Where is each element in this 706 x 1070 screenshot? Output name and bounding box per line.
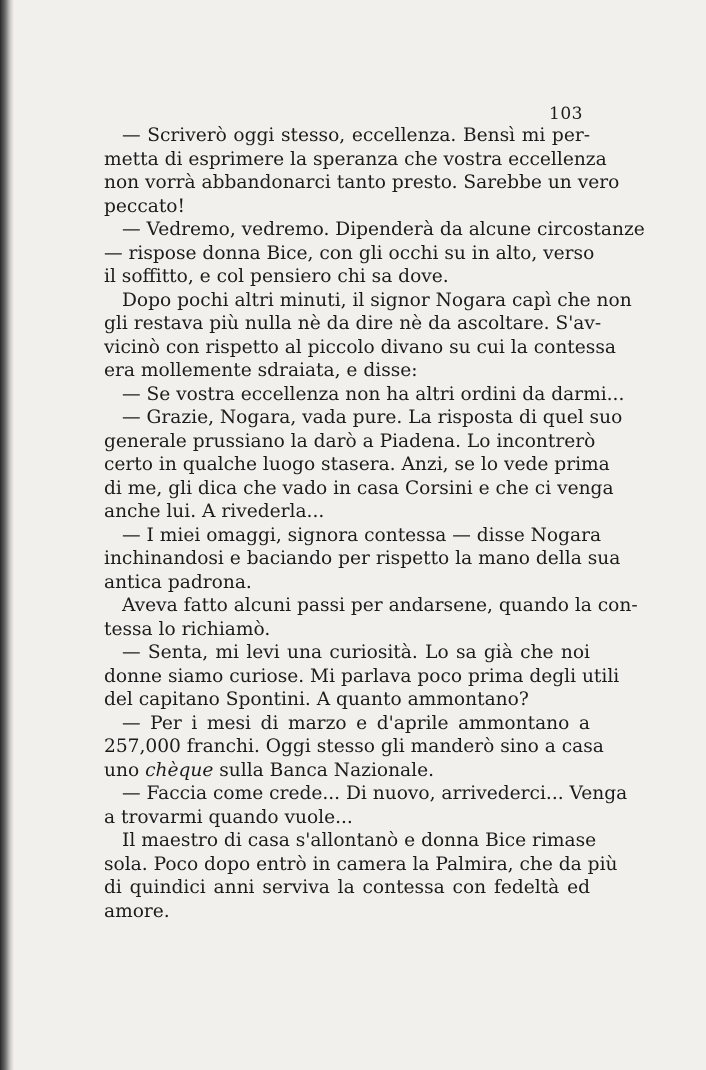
- text-line: — Grazie, Nogara, vada pure. La risposta di quel suo: [122, 407, 623, 428]
- paragraph: [104, 712, 604, 783]
- text-line: generale prussiano la darò a Piadena. Lo incontrerò: [104, 430, 596, 452]
- text-line: — Per i mesi di marzo e d'aprile ammontano a: [122, 712, 590, 734]
- text-line: del capitano Spontini. A quanto ammontano?: [104, 689, 529, 710]
- text-line: amore.: [104, 900, 170, 922]
- paragraph: [104, 406, 623, 524]
- text-line: peccato!: [104, 195, 185, 217]
- paragraph: [104, 218, 645, 289]
- paragraph: [104, 829, 618, 923]
- page-number: 103: [549, 104, 583, 124]
- text-line: certo in qualche luogo stasera. Anzi, se lo vede prima: [104, 454, 610, 475]
- paragraph: [104, 124, 620, 218]
- text-line: di quindici anni serviva la contessa con fedeltà ed: [104, 877, 590, 898]
- text-line: era mollemente sdraiata, e disse:: [104, 360, 418, 381]
- paragraph: [104, 641, 620, 712]
- text-line: — Se vostra eccellenza non ha altri ordini da darmi...: [122, 383, 625, 405]
- text-line: metta di esprimere la speranza che vostra eccellenza: [104, 148, 607, 170]
- text-line: — Vedremo, vedremo. Dipenderà da alcune circostanze: [122, 219, 645, 240]
- text-line: — rispose donna Bice, con gli occhi su in alto, verso: [104, 242, 595, 264]
- text-line: Aveva fatto alcuni passi per andarsene, quando la con-: [122, 595, 638, 616]
- text-line: sola. Poco dopo entrò in camera la Palmira, che da più: [104, 853, 618, 875]
- text-line: — Faccia come crede... Di nuovo, arrivederci... Venga: [122, 783, 628, 804]
- text-line: gli restava più nulla nè da dire nè da ascoltare. S'av-: [104, 313, 602, 334]
- text-line: antica padrona.: [104, 571, 252, 593]
- text-line: inchinandosi e baciando per rispetto la mano della sua: [104, 548, 621, 569]
- text-line: a trovarmi quando vuole...: [104, 806, 353, 828]
- text-line: donne siamo curiose. Mi parlava poco prima degli utili: [104, 665, 620, 687]
- paragraph: [104, 289, 632, 383]
- text-line: uno chèque sulla Banca Nazionale.: [104, 759, 435, 781]
- text-line: — I miei omaggi, signora contessa — disse Nogara: [122, 524, 602, 546]
- text-line: il soffitto, e col pensiero chi sa dove.: [104, 266, 449, 287]
- paragraph: [104, 524, 621, 595]
- paragraph: [104, 594, 638, 641]
- text-line: non vorrà abbandonarci tanto presto. Sarebbe un vero: [104, 172, 620, 193]
- italic-word: chèque: [145, 759, 214, 781]
- paragraph: [104, 383, 625, 407]
- text-line: 257,000 franchi. Oggi stesso gli manderò sino a casa: [104, 736, 604, 757]
- paragraph: [104, 782, 628, 829]
- text-line: di me, gli dica che vado in casa Corsini e che ci venga: [104, 477, 614, 499]
- text-line: anche lui. A rivederla...: [104, 501, 325, 522]
- binding-shadow: [0, 0, 14, 1070]
- text-line: — Senta, mi levi una curiosità. Lo sa già che noi: [122, 642, 590, 663]
- text-line: Il maestro di casa s'allontanò e donna Bice rimase: [122, 830, 597, 851]
- text-line: — Scriverò oggi stesso, eccellenza. Bensì mi per-: [122, 125, 590, 146]
- body-text: [104, 124, 645, 923]
- text-line: tessa lo richiamò.: [104, 618, 271, 640]
- text-line: Dopo pochi altri minuti, il signor Nogara capì che non: [122, 289, 632, 311]
- text-line: vicinò con rispetto al piccolo divano su cui la contessa: [104, 336, 616, 358]
